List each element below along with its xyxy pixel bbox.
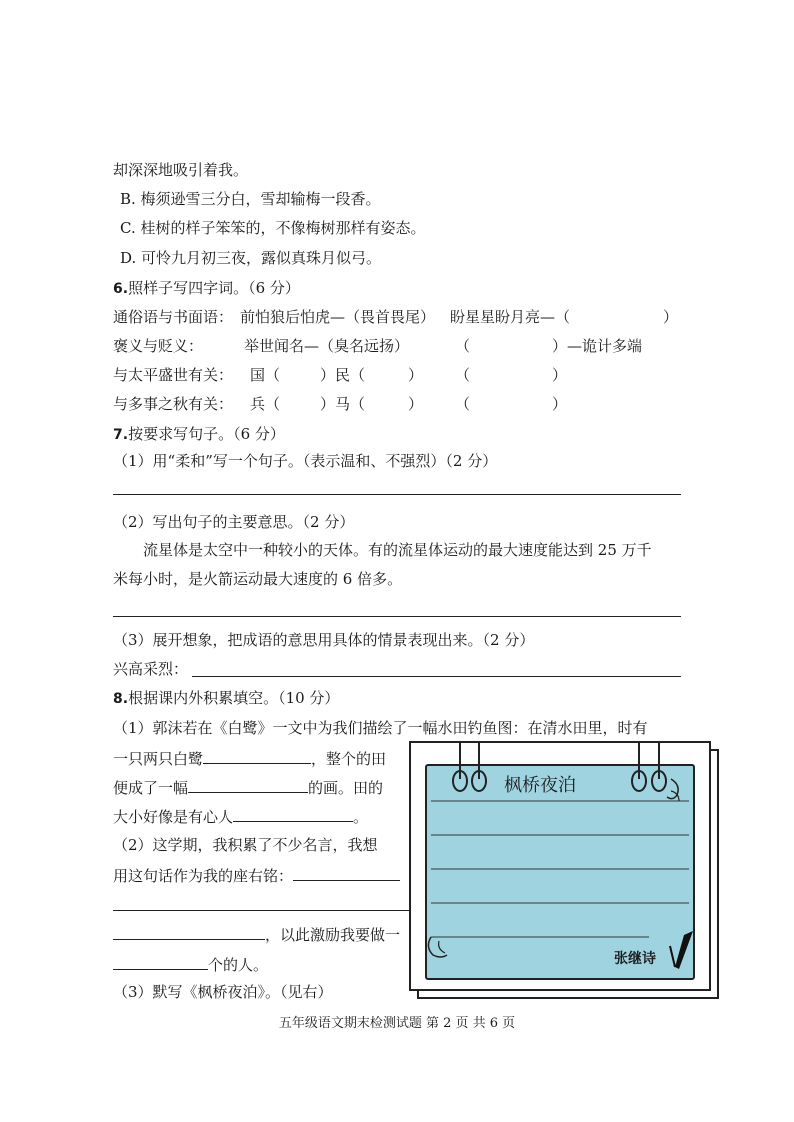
notepad-author: 张继诗 [614,951,656,967]
q7-number: 7. [113,427,129,443]
q8-title: 根据课内外积累填空。（10 分） [128,689,340,707]
q8-part1-line4-text-b: 。 [353,808,369,826]
q8-blank-7[interactable] [113,953,208,970]
q6-row3-b: ）民（ [320,366,366,384]
q7-part2-passage-line1: 流星体是太空中一种较小的天体。有的流星体运动的最大速度能达到 25 万千 [143,541,652,559]
q5-option-b: B. 梅须逊雪三分白，雪却输梅一段香。 [120,190,381,208]
q6-row3-close: ） [552,366,568,384]
q7-part2: （2）写出句子的主要意思。（2 分） [113,513,355,531]
q6-title: 照样子写四字词。（6 分） [128,279,300,297]
q6-row4-label: 与多事之秋有关： [113,395,234,413]
q6-row3-c: ） [408,366,424,384]
q6-row3-open: （ [455,366,471,384]
q8-part3: （3）默写《枫桥夜泊》。（见右） [113,983,333,1001]
q6-heading [113,278,300,299]
q8-part1-line4 [113,805,368,827]
q5-text-line: 却深深地吸引着我。 [113,161,249,179]
q7-part3: （3）展开想象，把成语的意思用具体的情景表现出来。（2 分） [113,631,535,649]
q8-blank-5-line[interactable] [113,910,409,911]
q5-option-c: C. 桂树的样子笨笨的，不像梅树那样有姿态。 [120,219,426,237]
q7-part2-answer-line[interactable] [113,616,681,617]
notepad-poem-card [409,741,709,989]
q6-row1-example: 前怕狼后怕虎—（畏首畏尾） [240,308,436,326]
q8-part1-line3 [113,776,383,798]
q6-row3-label: 与太平盛世有关： [113,366,234,384]
q8-number: 8. [113,691,129,707]
q6-number: 6. [113,281,129,297]
q8-part2-line5-text: 个的人。 [208,956,269,974]
q6-row4-close: ） [552,395,568,413]
pen-icon [670,931,693,969]
q6-row4-c: ） [408,395,424,413]
q6-row2-close: ）—诡计多端 [552,337,643,355]
q7-part3-answer-line[interactable] [192,676,681,677]
q8-part1-line1: （1）郭沫若在《白鹭》一文中为我们描绘了一幅水田钓鱼图：在清水田里，时有 [113,719,648,737]
q8-part2-line2-text: 用这句话作为我的座右铭： [113,867,294,885]
q6-row1-label: 通俗语与书面语： [113,308,234,326]
q8-part1-line3-text-a: 便成了一幅 [113,779,189,797]
q8-part1-line2-text-b: ，整个的田 [311,750,387,768]
q8-blank-3[interactable] [233,805,353,822]
q8-part1-line3-text-b: 的画。田的 [308,779,384,797]
q6-row4-open: （ [455,395,471,413]
notepad-title: 枫桥夜泊 [504,775,576,796]
q5-option-d: D. 可怜九月初三夜，露似真珠月似弓。 [120,249,382,267]
q8-part2-line4-text: ，以此激励我要做一 [265,926,401,944]
q7-heading [113,424,285,445]
q7-title: 按要求写句子。（6 分） [128,425,285,443]
q6-row1-question: 盼星星盼月亮—（ [450,308,571,326]
q7-part3-label: 兴高采烈： [113,660,189,678]
q8-blank-4[interactable] [293,864,400,881]
q7-part1: （1）用“柔和”写一个句子。（表示温和、不强烈）（2 分） [113,452,498,470]
q6-row3-a: 国（ [250,366,281,384]
q6-row2-example: 举世闻名—（臭名远扬） [244,337,410,355]
q6-row2-label: 褒义与贬义： [113,337,204,355]
q6-row4-b: ）马（ [320,395,366,413]
q8-part2-line5 [113,953,268,975]
q8-part2-line2 [113,864,400,886]
q8-part1-line2-text-a: 一只两只白鹭 [113,750,204,768]
page-footer: 五年级语文期末检测试题 第 2 页 共 6 页 [278,1016,516,1031]
q7-part1-answer-line[interactable] [113,494,681,495]
q6-row2-open: （ [455,337,471,355]
q8-part1-line2 [113,747,386,769]
q8-blank-6[interactable] [113,923,265,940]
q8-part2-line4 [113,923,400,945]
q8-part2-line1: （2）这学期，我积累了不少名言，我想 [113,836,378,854]
q8-heading [113,688,339,709]
q6-row1-close: ） [663,308,679,326]
q8-blank-2[interactable] [188,776,308,793]
q6-row4-a: 兵（ [250,395,281,413]
q8-blank-1[interactable] [203,747,311,764]
q7-part2-passage-line2: 米每小时，是火箭运动最大速度的 6 倍多。 [113,570,403,588]
q8-part1-line4-text-a: 大小好像是有心人 [113,808,234,826]
